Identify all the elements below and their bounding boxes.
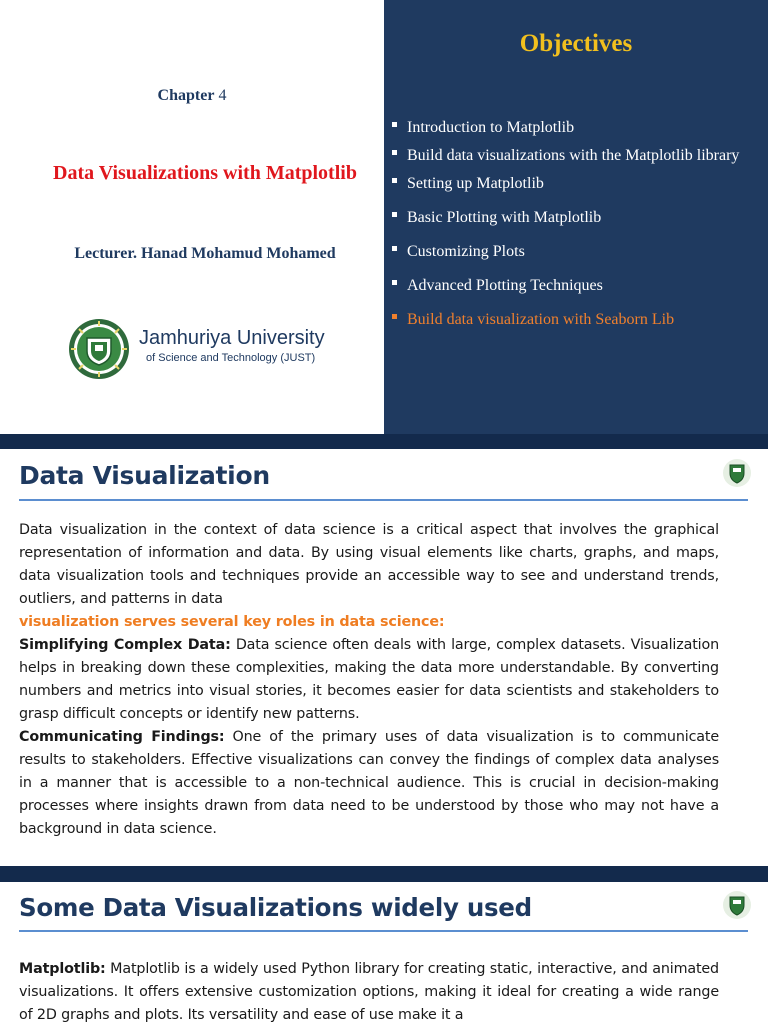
bullet-icon bbox=[392, 178, 397, 183]
shield-logo-icon bbox=[722, 890, 752, 920]
slide-top-bar bbox=[0, 434, 768, 449]
slide-title-widely-used: Some Data Visualizations widely used bbox=[19, 893, 532, 922]
objectives-title: Objectives bbox=[519, 30, 633, 57]
bullet-icon bbox=[392, 150, 397, 155]
university-seal-icon bbox=[68, 318, 130, 380]
presentation-title: Data Visualizations with Matplotlib bbox=[53, 162, 357, 184]
objective-item: Setting up Matplotlib bbox=[391, 172, 761, 195]
university-logo bbox=[68, 318, 338, 384]
objective-item: Introduction to Matplotlib bbox=[391, 116, 761, 139]
point1-label: Simplifying Complex Data: bbox=[19, 637, 231, 653]
slide-title-data-visualization: Data Visualization bbox=[19, 461, 270, 490]
objective-item: Basic Plotting with Matplotlib bbox=[391, 206, 761, 229]
objective-item-highlighted: Build data visualization with Seaborn Lib bbox=[391, 308, 761, 331]
bullet-icon bbox=[392, 246, 397, 251]
matplotlib-text: Matplotlib is a widely used Python library for creating static, interactive, and animated visualizations. It offers extensive customization options, making it ideal for creating a wide range of 2D graphs and plots. Its versatility and ease of use make it a bbox=[19, 961, 719, 1023]
intro-text: Data visualization in the context of data science is a critical aspect that involves the graphical representation of information and data. By using visual elements like charts, graphs, and maps, data visualization tools and techniques provide an accessible way to see and understand trends, outliers, and patterns in data bbox=[19, 522, 719, 607]
objectives-list bbox=[391, 116, 761, 331]
chapter-label: Chapter 4 bbox=[157, 87, 227, 104]
bullet-icon bbox=[392, 122, 397, 127]
title-underline bbox=[19, 930, 748, 932]
slide-top-bar bbox=[0, 866, 768, 882]
point2-text: One of the primary uses of data visualization is to communicate results to stakeholders. Effective visualizations can convey the findings of complex data analyses in a manner that is accessible to a non-technical audience. This is crucial in decision-making processes where insights drawn from data need to be understood by those who may not have a background in data science. bbox=[19, 729, 719, 837]
objective-item: Build data visualizations with the Matplotlib library bbox=[391, 144, 761, 167]
roles-heading: visualization serves several key roles in data science: bbox=[19, 614, 445, 630]
university-subtitle: of Science and Technology (JUST) bbox=[146, 352, 316, 364]
bullet-icon bbox=[392, 314, 397, 319]
university-name: Jamhuriya University bbox=[139, 327, 325, 349]
point1-text: Data science often deals with large, complex datasets. Visualization helps in breaking down these complexities, making the data more understandable. By converting numbers and metrics into visual stories, it becomes easier for data scientists and stakeholders to grasp difficult concepts or identify new patterns. bbox=[19, 637, 719, 722]
bullet-icon bbox=[392, 212, 397, 217]
slide3-body bbox=[19, 958, 719, 1027]
title-slide bbox=[0, 0, 768, 434]
shield-logo-icon bbox=[722, 458, 752, 488]
lecturer-name: Lecturer. Hanad Mohamud Mohamed bbox=[74, 245, 336, 262]
slide2-body bbox=[19, 519, 719, 841]
bullet-icon bbox=[392, 280, 397, 285]
objective-item: Advanced Plotting Techniques bbox=[391, 274, 761, 297]
title-underline bbox=[19, 499, 748, 501]
title-panel bbox=[0, 0, 384, 434]
matplotlib-label: Matplotlib: bbox=[19, 961, 106, 977]
point2-label: Communicating Findings: bbox=[19, 729, 225, 745]
objective-item: Customizing Plots bbox=[391, 240, 761, 263]
